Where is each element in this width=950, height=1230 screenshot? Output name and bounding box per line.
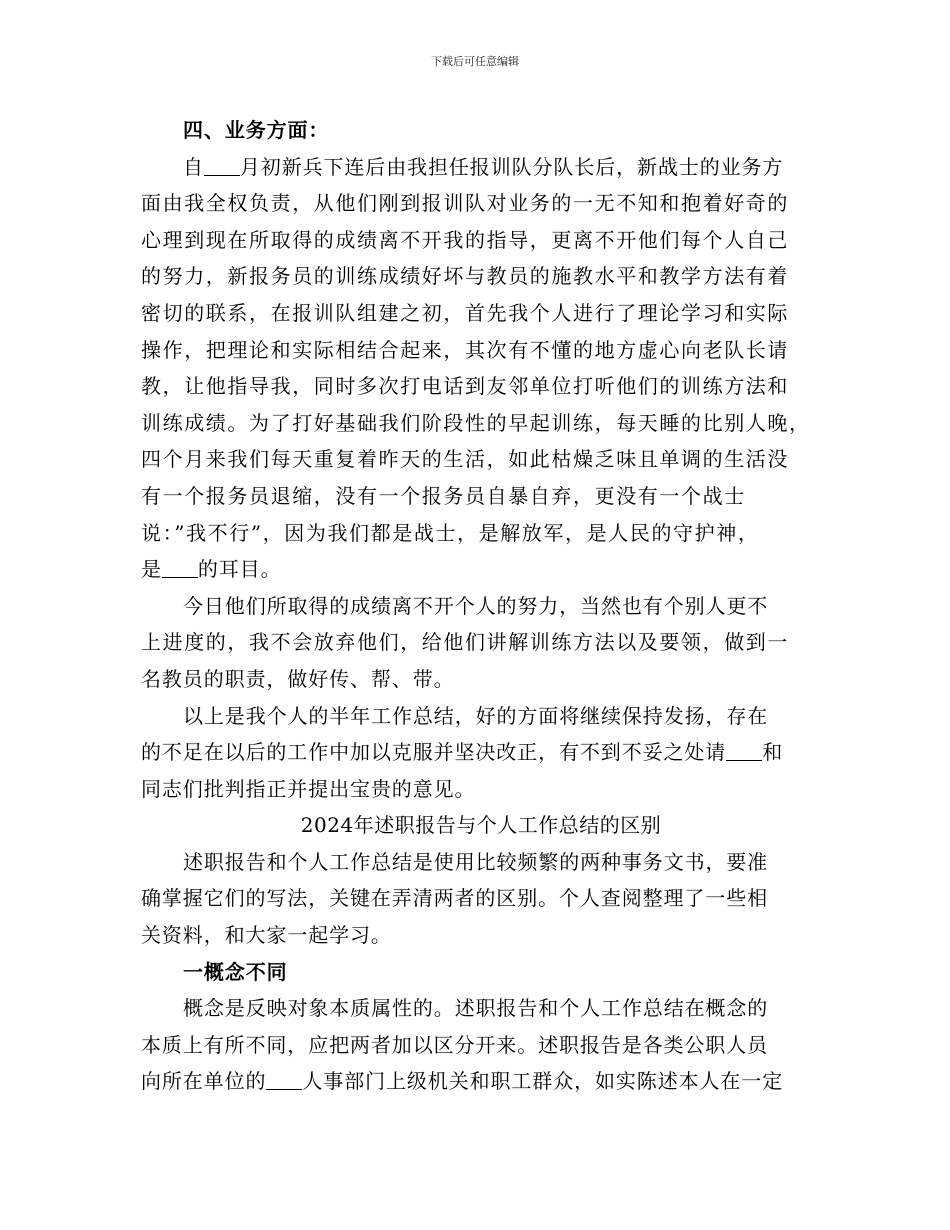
text-line: 四、业务方面： [183,118,330,142]
text-line: 密切的联系，在报训队组建之初，首先我个人进行了理论学习和实际 [141,300,789,325]
text-line: 名教员的职责，做好传、帮、带。 [141,666,455,691]
text-line: 同志们批判指正并提出宝贵的意见。 [141,776,476,801]
text-line: 述职报告和个人工作总结是使用比较频繁的两种事务文书，要准 [183,849,769,874]
text-line: 自 月初新兵下连后由我担任报训队分队长后，新战士的业务方 [183,154,784,179]
blank-underline [726,742,762,761]
text-line: 的努力，新报务员的训练成绩好坏与教员的施教水平和教学方法有着 [141,264,789,289]
text-line: 的不足在以后的工作中加以克服并坚决改正，有不到不妥之处请 和 [141,740,784,765]
blank-underline [162,559,198,578]
text-line: 以上是我个人的半年工作总结，好的方面将继续保持发扬，存在 [183,703,769,728]
text-line: 面由我全权负责，从他们刚到报训队对业务的一无不知和抱着好奇的 [141,191,789,216]
text-line: 说：”我不行”，因为我们都是战士，是解放军，是人民的守护神， [141,520,760,545]
text-line: 上进度的，我不会放弃他们，给他们讲解训练方法以及要领，做到一 [141,630,789,655]
text-line: 四个月来我们每天重复着昨天的生活，如此枯燥乏味且单调的生活没 [141,447,789,472]
blank-underline [266,1071,302,1090]
text-line: 一概念不同 [183,959,288,984]
text-line: 确掌握它们的写法，关键在弄清两者的区别。个人查阅整理了一些相 [141,886,768,911]
text-line: 是 的耳目。 [141,557,282,582]
text-line: 心理到现在所取得的成绩离不开我的指导，更离不开他们每个人自己 [141,227,789,252]
section-title: 2024年述职报告与个人工作总结的区别 [300,813,662,838]
text-line: 关资料，和大家一起学习。 [141,923,392,948]
page-header: 下载后可任意编辑 [431,55,519,68]
document-body [141,112,821,1100]
text-line: 本质上有所不同，应把两者加以区分开来。述职报告是各类公职人员 [141,1032,768,1057]
text-line: 有一个报务员退缩，没有一个报务员自暴自弃，更没有一个战士 [141,483,746,508]
text-line: 训练成绩。为了打好基础我们阶段性的早起训练，每天睡的比别人晚， [141,410,811,435]
blank-underline [204,157,240,176]
text-line: 向所在单位的 人事部门上级机关和职工群众，如实陈述本人在一定 [141,1069,784,1094]
text-line: 教，让他指导我，同时多次打电话到友邻单位打听他们的训练方法和 [141,374,789,399]
text-line: 今日他们所取得的成绩离不开个人的努力，当然也有个别人更不 [183,593,769,618]
text-line: 操作，把理论和实际相结合起来，其次有不懂的地方虚心向老队长请 [141,337,789,362]
text-line: 概念是反映对象本质属性的。述职报告和个人工作总结在概念的 [183,996,769,1021]
